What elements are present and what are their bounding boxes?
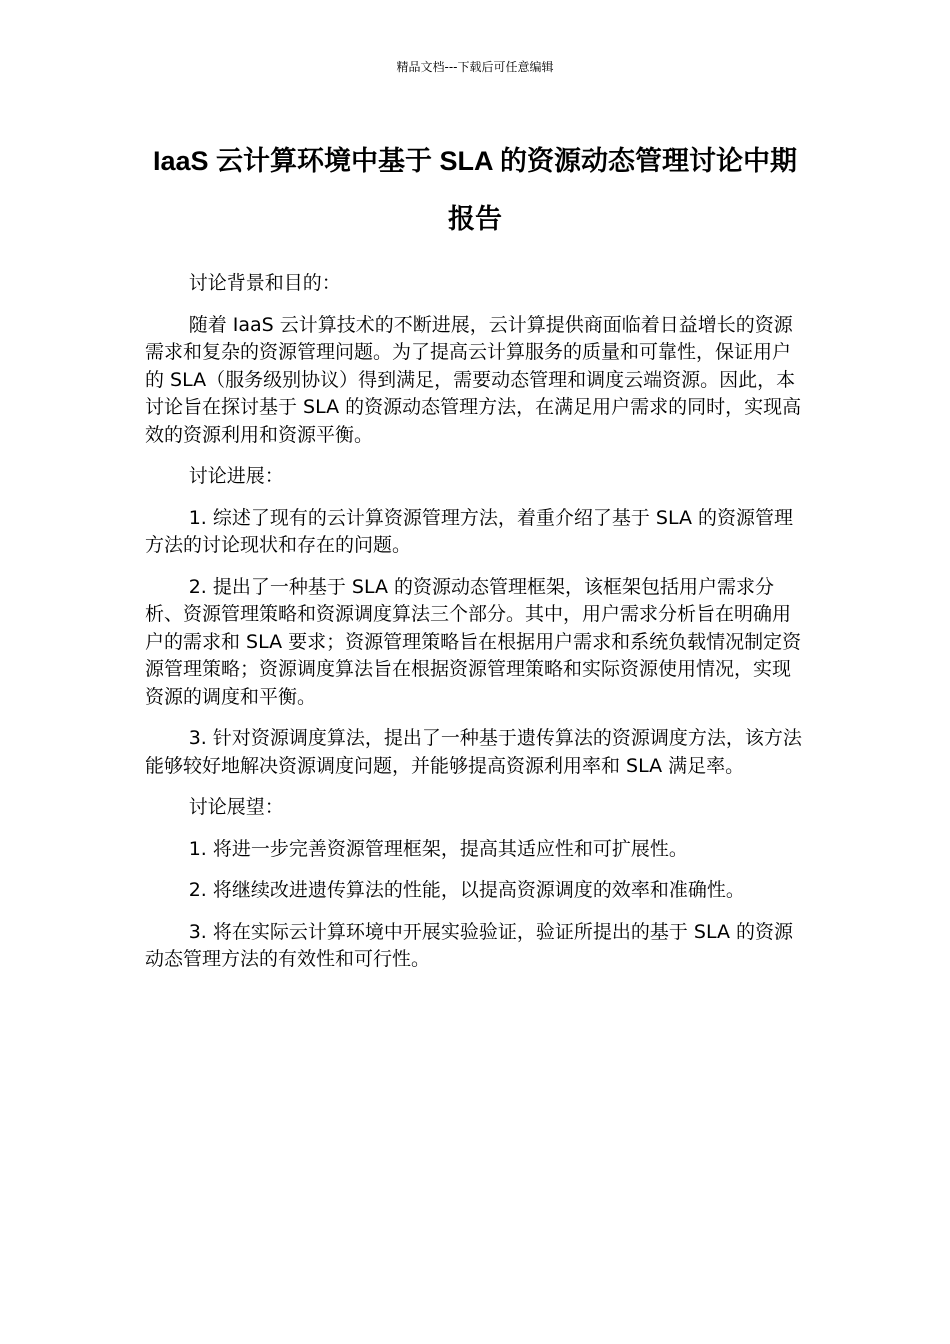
paragraph-outlook-1: 1. 将进一步完善资源管理框架，提高其适应性和可扩展性。: [188, 837, 688, 860]
section-heading-progress: 讨论进展：: [188, 465, 284, 487]
paragraph-progress-1: 1. 综述了现有的云计算资源管理方法，着重介绍了基于 SLA 的资源管理方法的讨论现状和存在的问题。: [145, 506, 794, 556]
section-heading-background: 讨论背景和目的：: [188, 272, 341, 294]
paragraph-background: 随着 IaaS 云计算技术的不断进展，云计算提供商面临着日益增长的资源需求和复杂的资源管理问题。为了提高云计算服务的质量和可靠性，保证用户的 SLA（服务级别协议）得到满足，需要动态管理和调度云端资源。因此，本讨论旨在探讨基于 SLA 的资源动态管理方法，在满足用户需求的同时，实现高效的资源利用和资源平衡。: [145, 313, 802, 446]
document-body: [145, 270, 807, 988]
document-title: IaaS 云计算环境中基于 SLA 的资源动态管理讨论中期报告: [152, 146, 798, 234]
paragraph-progress-3: 3. 针对资源调度算法，提出了一种基于遗传算法的资源调度方法，该方法能够较好地解决资源调度问题，并能够提高资源利用率和 SLA 满足率。: [145, 727, 802, 777]
paragraph-progress-2: 2. 提出了一种基于 SLA 的资源动态管理框架，该框架包括用户需求分析、资源管理策略和资源调度算法三个部分。其中，用户需求分析旨在明确用户的需求和 SLA 要求；资源管理策略旨在根据用户需求和系统负载情况制定资源管理策略；资源调度算法旨在根据资源管理策略和实际资源使用情况，实现资源的调度和平衡。: [145, 575, 802, 708]
section-heading-outlook: 讨论展望：: [188, 796, 284, 818]
header-note: 精品文档---下载后可任意编辑: [396, 60, 554, 74]
paragraph-outlook-3: 3. 将在实际云计算环境中开展实验验证，验证所提出的基于 SLA 的资源动态管理方法的有效性和可行性。: [145, 920, 794, 970]
paragraph-outlook-2: 2. 将继续改进遗传算法的性能，以提高资源调度的效率和准确性。: [188, 879, 745, 901]
